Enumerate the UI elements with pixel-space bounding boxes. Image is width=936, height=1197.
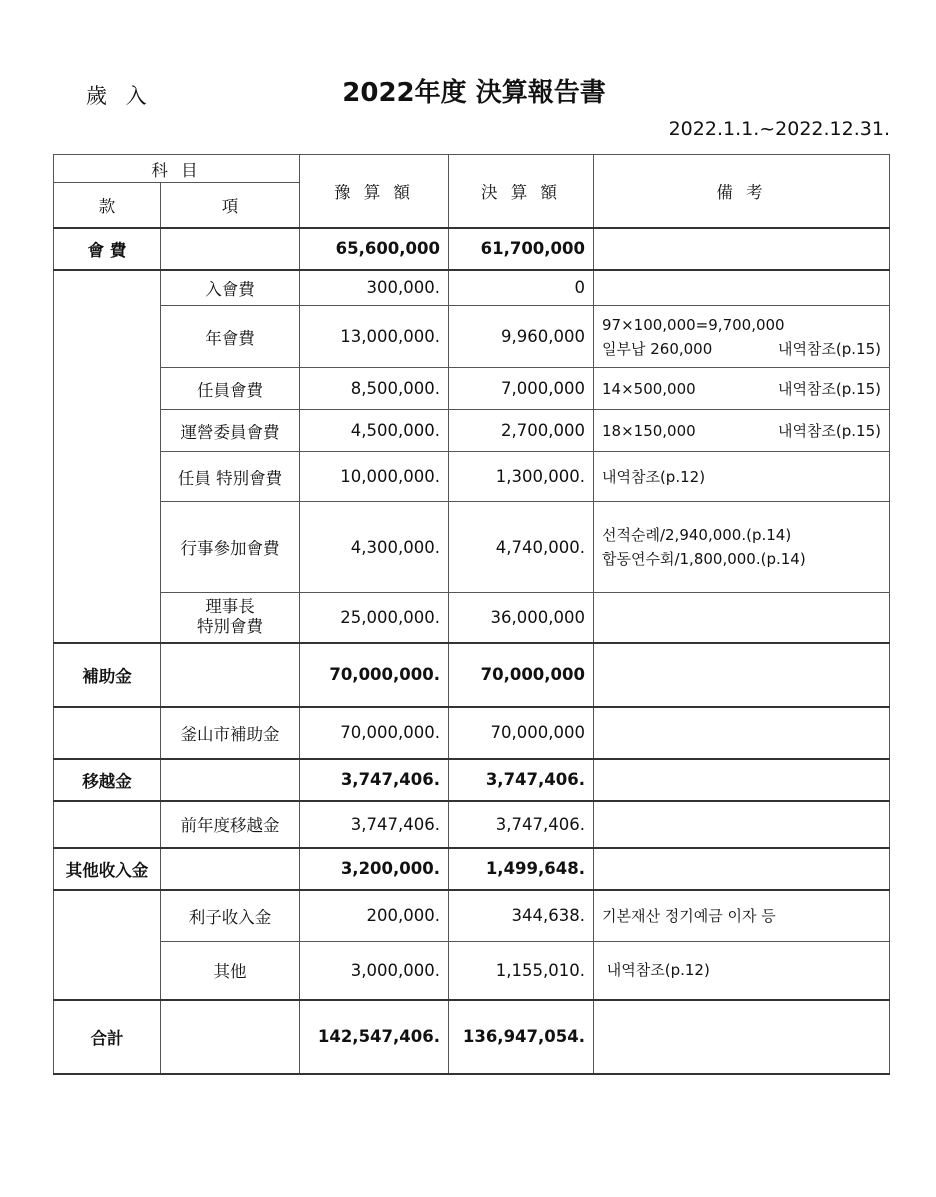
remarks-cell: 기본재산 정기예금 이자 등: [594, 890, 890, 942]
budget-cell: 13,000,000.: [300, 306, 449, 368]
report-period: 2022.1.1.~2022.12.31.: [668, 118, 890, 140]
actual-cell: 1,300,000.: [449, 452, 594, 502]
table-row: [54, 270, 890, 306]
remarks-text: 일부납 260,000: [602, 339, 713, 358]
table-row: [54, 890, 890, 942]
actual-cell: 36,000,000: [449, 593, 594, 643]
actual-cell: 3,747,406.: [449, 759, 594, 801]
actual-cell: 61,700,000: [449, 228, 594, 270]
category-cell: [54, 270, 161, 643]
remarks-ref: 내역참조(p.15): [777, 379, 881, 398]
item-line: 理事長: [205, 596, 255, 616]
remarks-line: 선적순례/2,940,000.(p.14): [602, 526, 792, 544]
actual-cell: 7,000,000: [449, 368, 594, 410]
budget-total-cell: 142,547,406.: [300, 1000, 449, 1074]
remarks-cell: [594, 502, 890, 593]
remarks-line: [602, 419, 881, 443]
item-cell: [161, 228, 300, 270]
table-row: [54, 410, 890, 452]
table-row: [54, 942, 890, 1000]
remarks-cell: [594, 848, 890, 890]
budget-cell: 70,000,000.: [300, 707, 449, 759]
category-cell: [54, 707, 161, 759]
item-cell: [161, 593, 300, 643]
actual-cell: 3,747,406.: [449, 801, 594, 848]
item-cell: 行事參加會費: [161, 502, 300, 593]
category-cell: 會 費: [54, 228, 161, 270]
table-row: [54, 228, 890, 270]
actual-cell: 0: [449, 270, 594, 306]
budget-cell: 10,000,000.: [300, 452, 449, 502]
category-cell: [54, 890, 161, 1000]
remarks-cell: 내역참조(p.12): [594, 942, 890, 1000]
budget-cell: 3,000,000.: [300, 942, 449, 1000]
remarks-cell: [594, 707, 890, 759]
remarks-cell: [594, 410, 890, 452]
actual-cell: 70,000,000: [449, 643, 594, 707]
budget-cell: 3,200,000.: [300, 848, 449, 890]
budget-cell: 200,000.: [300, 890, 449, 942]
item-cell: 年會費: [161, 306, 300, 368]
budget-cell: 65,600,000: [300, 228, 449, 270]
actual-cell: 2,700,000: [449, 410, 594, 452]
page-title: 2022年度 決算報告書: [342, 78, 606, 108]
budget-header: 豫 算 額: [300, 155, 449, 228]
remarks-cell: [594, 270, 890, 306]
category-cell: 補助金: [54, 643, 161, 707]
remarks-header: 備 考: [594, 155, 890, 228]
remarks-line: 합동연수회/1,800,000.(p.14): [602, 550, 806, 568]
settlement-header: 決 算 額: [449, 155, 594, 228]
category-cell: 其他收入金: [54, 848, 161, 890]
remarks-cell: [594, 1000, 890, 1074]
table-row: [54, 759, 890, 801]
remarks-cell: [594, 228, 890, 270]
budget-cell: 70,000,000.: [300, 643, 449, 707]
settlement-table: [53, 154, 890, 1075]
item-cell: 釜山市補助金: [161, 707, 300, 759]
actual-total-cell: 136,947,054.: [449, 1000, 594, 1074]
budget-cell: 4,500,000.: [300, 410, 449, 452]
table-row: [54, 452, 890, 502]
remarks-cell: 내역참조(p.12): [594, 452, 890, 502]
actual-cell: 344,638.: [449, 890, 594, 942]
table-row: [54, 643, 890, 707]
remarks-text: 14×500,000: [602, 379, 696, 398]
budget-cell: 300,000.: [300, 270, 449, 306]
item-cell: 利子收入金: [161, 890, 300, 942]
table-row: [54, 502, 890, 593]
category-cell: [54, 801, 161, 848]
table-row: [54, 801, 890, 848]
item-line: 特別會費: [197, 617, 263, 637]
remarks-cell: [594, 801, 890, 848]
budget-cell: 3,747,406.: [300, 801, 449, 848]
budget-cell: 8,500,000.: [300, 368, 449, 410]
item-cell: [161, 643, 300, 707]
table-row: [54, 848, 890, 890]
item-cell: 入會費: [161, 270, 300, 306]
item-cell: [161, 848, 300, 890]
remarks-cell: [594, 306, 890, 368]
budget-cell: 4,300,000.: [300, 502, 449, 593]
item-cell: [161, 759, 300, 801]
remarks-cell: [594, 643, 890, 707]
subject-header: 科 目: [54, 155, 300, 183]
table-header-row: [54, 155, 890, 183]
budget-cell: 3,747,406.: [300, 759, 449, 801]
category-header: 款: [54, 183, 161, 228]
table-row: [54, 593, 890, 643]
remarks-line: [602, 337, 881, 361]
actual-cell: 9,960,000: [449, 306, 594, 368]
actual-cell: 70,000,000: [449, 707, 594, 759]
remarks-cell: [594, 368, 890, 410]
item-cell: [161, 1000, 300, 1074]
remarks-cell: [594, 593, 890, 643]
actual-cell: 1,499,648.: [449, 848, 594, 890]
remarks-line: [602, 377, 881, 401]
category-cell: 合計: [54, 1000, 161, 1074]
category-cell: 移越金: [54, 759, 161, 801]
table-row: [54, 368, 890, 410]
item-cell: 運營委員會費: [161, 410, 300, 452]
table-row: [54, 306, 890, 368]
remarks-cell: [594, 759, 890, 801]
remarks-ref: 내역참조(p.15): [777, 421, 881, 440]
table-row: [54, 707, 890, 759]
total-row: [54, 1000, 890, 1074]
revenue-label: 歲 入: [86, 84, 153, 108]
item-cell: 任員會費: [161, 368, 300, 410]
budget-cell: 25,000,000.: [300, 593, 449, 643]
item-cell: 任員 特別會費: [161, 452, 300, 502]
remarks-line: 97×100,000=9,700,000: [602, 315, 785, 334]
item-header: 項: [161, 183, 300, 228]
remarks-ref: 내역참조(p.15): [777, 339, 881, 358]
item-cell: 前年度移越金: [161, 801, 300, 848]
remarks-text: 18×150,000: [602, 421, 696, 440]
actual-cell: 4,740,000.: [449, 502, 594, 593]
item-cell: 其他: [161, 942, 300, 1000]
actual-cell: 1,155,010.: [449, 942, 594, 1000]
